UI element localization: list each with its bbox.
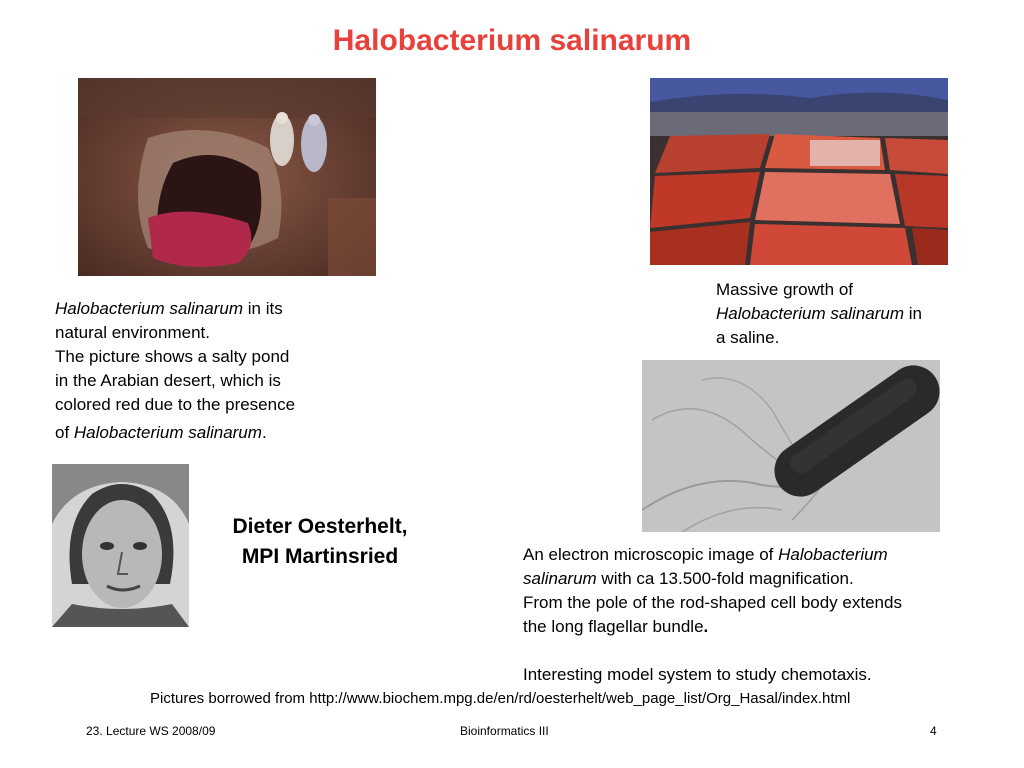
- caption-text: Interesting model system to study chemotaxis.: [523, 665, 872, 684]
- salty-pond-photo: [78, 78, 376, 276]
- caption-text: Massive growth of: [716, 280, 853, 299]
- species-name: Halobacterium: [778, 545, 888, 564]
- species-name: Halobacterium salinarum: [73, 423, 262, 442]
- species-name: Halobacterium salinarum: [55, 299, 244, 318]
- caption-text: natural environment.: [55, 323, 210, 342]
- caption-text: An electron microscopic image of: [523, 545, 779, 564]
- caption-text: a saline.: [716, 328, 780, 347]
- image-credits: Pictures borrowed from http://www.biochem.mpg.de/en/rd/oesterhelt/web_page_list/Org_Hasal/index.html: [150, 690, 851, 707]
- saline-caption: [716, 278, 976, 350]
- caption-text: of: [55, 423, 74, 442]
- person-name-line: Dieter Oesterhelt,: [232, 515, 408, 538]
- caption-text: .: [703, 617, 709, 636]
- caption-text: with ca 13.500-fold magnification.: [596, 569, 854, 588]
- caption-text: in its: [243, 299, 283, 318]
- page-number: 4: [930, 724, 937, 738]
- electron-microscope-image: [642, 360, 940, 532]
- footer-lecture: 23. Lecture WS 2008/09: [86, 724, 216, 738]
- caption-text: in: [904, 304, 922, 323]
- saline-photo: [650, 78, 948, 265]
- slide-title: Halobacterium salinarum: [332, 24, 692, 57]
- person-affiliation: MPI Martinsried: [241, 545, 399, 568]
- caption-text: The picture shows a salty pond: [55, 347, 290, 366]
- caption-text: the long flagellar bundle: [523, 617, 704, 636]
- person-name: [200, 512, 440, 572]
- em-caption: [523, 543, 993, 687]
- species-name: salinarum: [523, 569, 597, 588]
- portrait-photo: [52, 464, 189, 627]
- caption-text: colored red due to the presence: [55, 395, 296, 414]
- footer-course: Bioinformatics III: [460, 724, 549, 738]
- species-name: Halobacterium salinarum: [716, 304, 905, 323]
- caption-text: .: [261, 423, 267, 442]
- caption-text: in the Arabian desert, which is: [55, 371, 281, 390]
- pond-caption: [55, 297, 355, 445]
- caption-text: From the pole of the rod-shaped cell body extends: [523, 593, 902, 612]
